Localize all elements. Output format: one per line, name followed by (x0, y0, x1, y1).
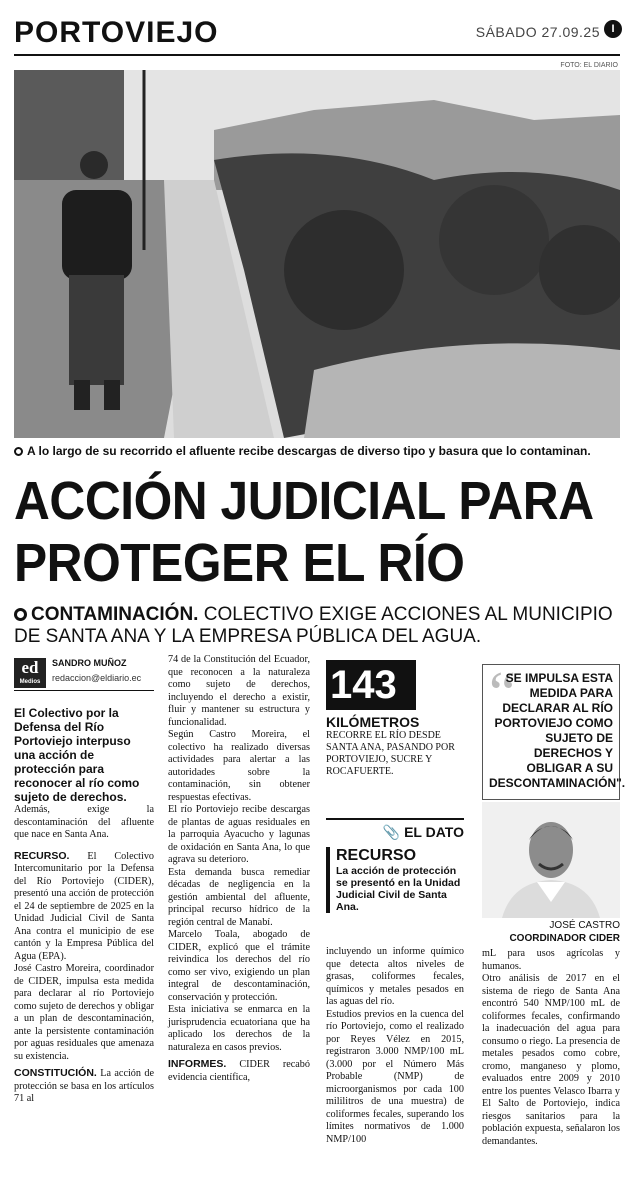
byline-rule (14, 690, 154, 691)
author-email[interactable]: redaccion@eldiario.ec (52, 673, 142, 683)
byline (14, 658, 154, 688)
paragraph: Además, exige la descontaminación del afluente que nace en Santa Ana. (14, 804, 154, 840)
stat-unit: KILÓMETROS (326, 714, 420, 730)
paragraph: El río Portoviejo recibe descargas de plantas de aguas residuales en la parroquia Ayacucho y lagunas de oxidación en Santa Ana, lo que agrava su deterioro. (168, 804, 310, 865)
paperclip-icon: 📎 (382, 824, 401, 840)
headline-line-2: PROTEGER EL RÍO (14, 533, 465, 593)
photo-caption-text: A lo largo de su recorrido el afluente recibe descargas de diverso tipo y basura que lo contaminan. (27, 444, 591, 458)
paragraph: Otro análisis de 2017 en el sistema de riego de Santa Ana encontró 540 NMP/100 mL de coliformes fecales, confirmando la inadecuación del agua para consumo o riego. La presencia de metales pesados como cobre, cromo, manganeso y plomo, evaluados entre 2009 y 2010 entre los puentes Velasco Ibarra y El Salto de Portoviejo, indica riesgos sanitarios para la población expuesta, señalaron los demandantes. (482, 973, 620, 1147)
kicker-constitucion: CONSTITUCIÓN. (14, 1067, 97, 1079)
paragraph: CONSTITUCIÓN. La acción de protección se basa en los artículos 71 al (14, 1067, 154, 1104)
el-dato-title: RECURSO (336, 847, 417, 864)
article-column-1 (14, 706, 154, 1106)
el-dato-header: 📎 EL DATO (382, 824, 464, 840)
pull-quote (482, 660, 626, 800)
subheadline (14, 604, 620, 648)
paragraph: Esta iniciativa se enmarca en la jurisprudencia ecuatoriana que ha aplicado los derechos de la naturaleza en casos previos. (168, 1004, 310, 1053)
portrait-name: JOSÉ CASTRO (549, 920, 620, 931)
el-dato-box (326, 824, 464, 913)
paragraph: José Castro Moreira, coordinador de CIDER, impulsa esta medida para declarar al río Portoviejo como sujeto de derechos y obligar a un plan de descontaminación, ante la persistente contaminación por aguas residuales que amenaza su existencia. (14, 963, 154, 1062)
article-column-2 (168, 654, 310, 1084)
paragraph: INFORMES. CIDER recabó evidencia científica, (168, 1058, 310, 1083)
river-photo-illustration (14, 70, 620, 438)
kicker-informes: INFORMES. (168, 1058, 227, 1070)
article-lead: El Colectivo por la Defensa del Río Portoviejo interpuso una acción de protección para reconocer al río como sujeto de derechos. (14, 706, 140, 804)
kicker-recurso: RECURSO. (14, 849, 70, 862)
stat-number: 143 (326, 660, 416, 710)
stat-box (326, 660, 464, 778)
paragraph: Marcelo Toala, abogado de CIDER, explicó que el trámite reivindica los derechos del río como ser vivo, exigiendo un plan integral de descontaminación, conservación y protección. (168, 929, 310, 1003)
subhead-text: COLECTIVO EXIGE ACCIONES AL MUNICIPIO DE SANTA ANA Y LA EMPRESA PÚBLICA DEL AGUA. (14, 604, 613, 647)
stat-rule (326, 818, 464, 820)
publication-date: SÁBADO 27.09.25 (475, 24, 600, 40)
paragraph: Estudios previos en la cuenca del río Portoviejo, como el realizado por Reyes Vélez en 2015, registraron 3.000 NMP/100 mL (3.000 por el Número Más Probable (NMP) de microorganismos por cada 100 mililitros de una muestra) de coliformes fecales, superando los límites normativos de 1.000 NMP/100 (326, 1008, 464, 1145)
portrait-role: COORDINADOR CIDER (509, 933, 620, 944)
bullet-ring-icon (14, 447, 23, 456)
pull-quote-text: SE IMPULSA ESTA MEDIDA PARA DECLARAR AL RÍO PORTOVIEJO COMO SUJETO DE DERECHOS Y OBLIGAR A SU DESCONTAMINACIÓN". (489, 671, 626, 790)
subhead-label: CONTAMINACIÓN. (31, 604, 199, 625)
paragraph: RECURSO. El Colectivo Intercomunitario por la Defensa del Río Portoviejo (CIDER), presentó una acción de protección el 24 de septiembre de 2025 en la Unidad Judicial Civil de Santa Ana contra el municipio de ese cantón y la Empresa Pública del Agua (EPA). (14, 849, 155, 962)
headline-line-1: ACCIÓN JUDICIAL PARA (14, 471, 594, 531)
article-column-4 (482, 948, 620, 1148)
paragraph: incluyendo un informe químico que detecta altos niveles de grasas, coliformes fecales, químicos y metales pesados en las aguas del río. (326, 946, 464, 1007)
paragraph: Esta demanda busca remediar décadas de negligencia en la gestión ambiental del afluente, principal recurso hídrico de la región central de Manabí. (168, 866, 310, 928)
article-column-3 (326, 946, 464, 1146)
photo-caption (14, 444, 620, 458)
main-photo (14, 70, 620, 438)
paragraph: Según Castro Moreira, el colectivo ha realizado diversas actividades para alertar a las autoridades sobre la contaminación, sin obtener respuestas efectivas. (168, 729, 310, 803)
photo-credit: FOTO: EL DIARIO (560, 62, 618, 69)
author-name: SANDRO MUÑOZ (52, 658, 127, 668)
page-badge: I (604, 20, 622, 38)
header-rule (14, 54, 620, 56)
headline (14, 470, 594, 594)
ed-medios-logo: ed Medios (14, 658, 46, 688)
stat-description: RECORRE EL RÍO DESDE SANTA ANA, PASANDO POR PORTOVIEJO, SUCRE Y ROCAFUERTE. (326, 730, 455, 777)
portrait-photo (482, 802, 620, 918)
section-name: PORTOVIEJO (14, 16, 219, 49)
portrait-illustration (482, 802, 620, 918)
el-dato-text: La acción de protección se presentó en la Unidad Judicial Civil de Santa Ana. (336, 865, 461, 913)
quote-mark-icon: “ (489, 660, 516, 726)
page-header (14, 12, 622, 54)
paragraph: mL para usos agrícolas y humanos. (482, 948, 620, 972)
paragraph: 74 de la Constitución del Ecuador, que reconocen a la naturaleza como sujeto de derechos, incluyendo el derecho a existir, fluir y mantener su estructura y funcionalidad. (168, 654, 310, 728)
el-dato-content (326, 847, 464, 913)
bullet-ring-icon (14, 608, 27, 621)
